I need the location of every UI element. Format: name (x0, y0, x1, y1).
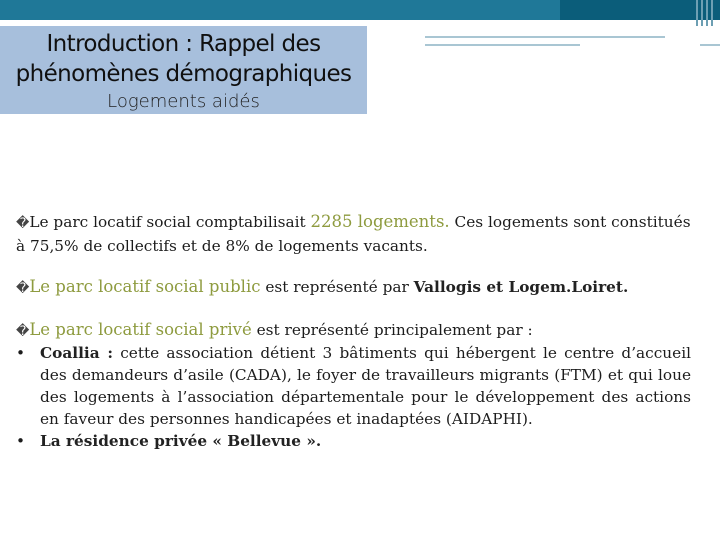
paragraph-parc-locatif (16, 211, 692, 257)
list-item-strong: Coallia : (40, 344, 113, 362)
header-rule (425, 36, 665, 38)
bullet-glyph: � (16, 324, 30, 339)
paragraph-text-continued: Ces logements sont constitués à 75,5% de collectifs et de 8% de logements vacants. (16, 213, 691, 255)
list-item-text: cette association détient 3 bâtiments qui hébergent le centre d’accueil des demandeurs d’asile (CADA), le foyer de travailleurs migrants (FTM) et qui loue des logements à l’association départementale pour le développement des actions en faveur des personnes handicapées et inadaptées (AIDAPHI). (40, 344, 692, 428)
paragraph-text: est représenté par (260, 278, 414, 296)
highlight-parc-prive: Le parc locatif social privé (29, 320, 252, 339)
header-stripes-decoration (694, 0, 720, 26)
paragraph-parc-prive (16, 319, 692, 343)
bullet-glyph: � (16, 216, 30, 231)
header-rule-edge (700, 44, 720, 46)
paragraph-parc-public (16, 276, 692, 300)
bullet-glyph: � (16, 281, 30, 296)
highlight-count: 2285 logements. (310, 212, 450, 231)
strong-organisations: Vallogis et Logem.Loiret. (413, 278, 629, 296)
list-bullet: • (16, 344, 26, 362)
prive-list (16, 342, 691, 452)
list-bullet: • (16, 432, 26, 450)
subtitle: Logements aidés (107, 91, 260, 112)
highlight-parc-public: Le parc locatif social public (29, 277, 261, 296)
list-item (16, 342, 691, 430)
header-band (0, 0, 720, 20)
paragraph-text: Le parc locatif social comptabilisait (29, 213, 311, 231)
list-item-strong: La résidence privée « Bellevue ». (40, 432, 322, 450)
title-line-1: Introduction : Rappel des (46, 31, 321, 57)
paragraph-text: est représenté principalement par : (251, 321, 533, 339)
list-item (16, 430, 691, 452)
title-line-2: phénomènes démographiques (15, 61, 352, 87)
title-box (0, 26, 367, 114)
header-rule-short (425, 44, 580, 46)
header-band-segment (0, 0, 560, 20)
